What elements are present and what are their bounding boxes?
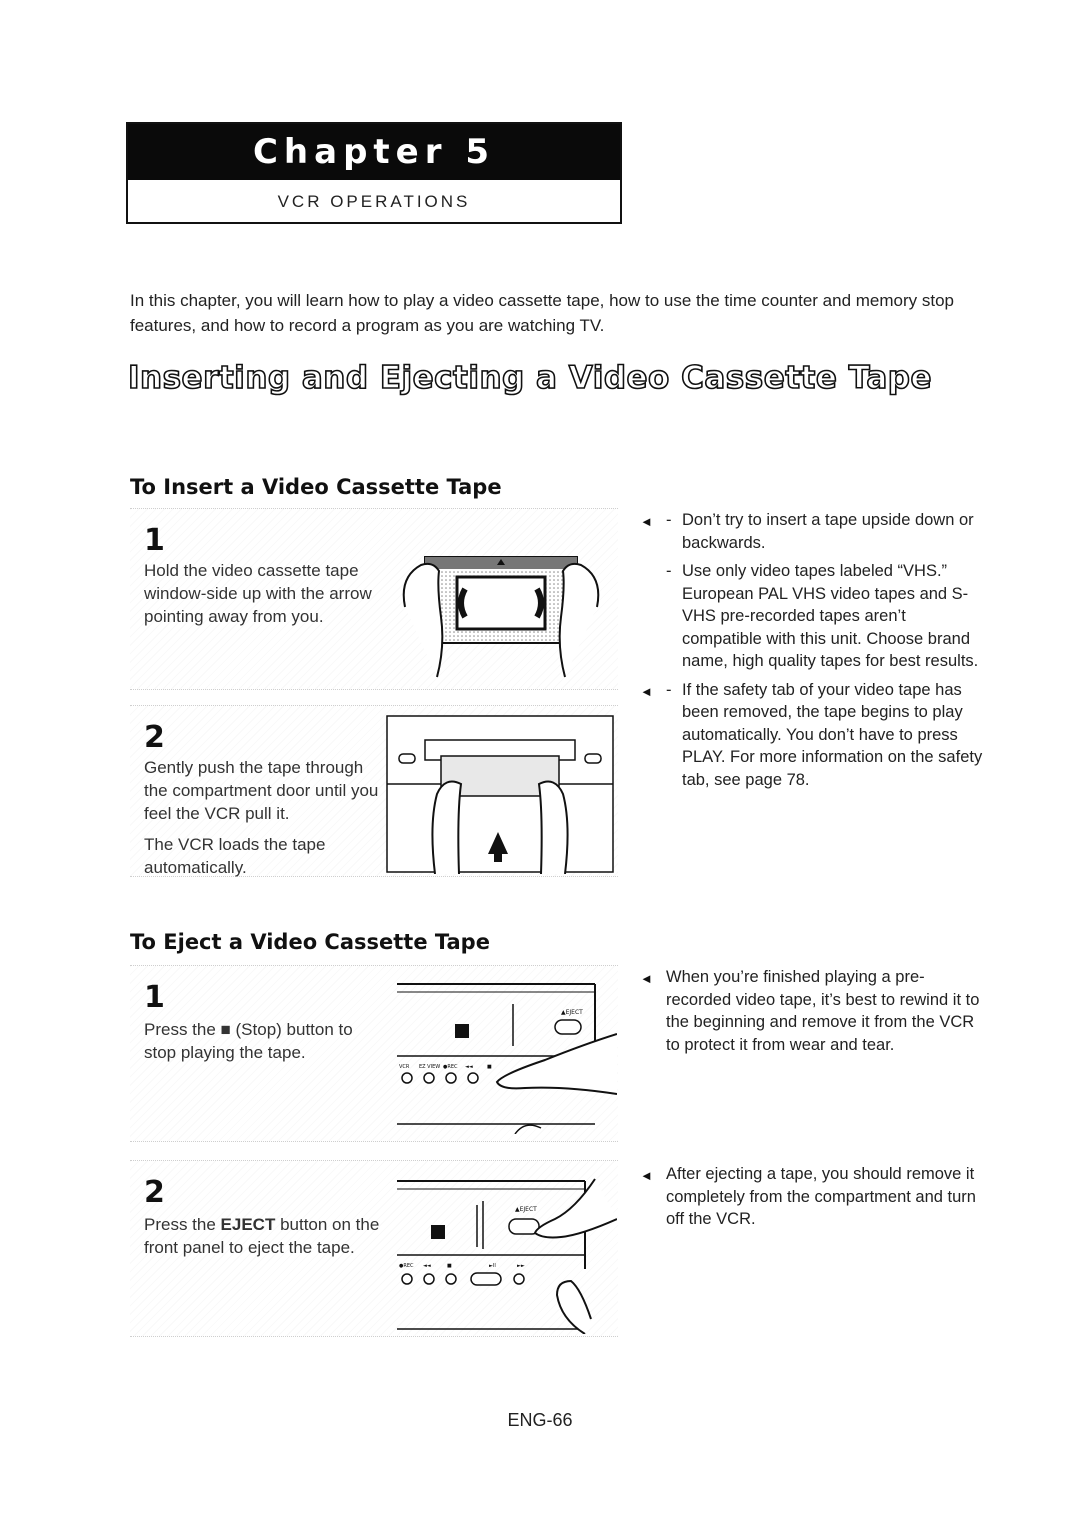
button-label: ►► (517, 1263, 525, 1269)
button-label: ■ (487, 1064, 492, 1070)
note-dash: - (666, 511, 672, 529)
button-label: ◄◄ (423, 1263, 431, 1269)
note-text: After ejecting a tape, you should remove it completely from the compartment and turn off the VCR. (666, 1165, 976, 1228)
note-dash: - (666, 680, 672, 699)
note-text: If the safety tab of your video tape has been removed, the tape begins to play automatically. You don’t have to press PLAY. For more information on the safety tab, see page 78. (682, 680, 983, 789)
chapter-band (128, 124, 620, 180)
button-label: VCR (399, 1064, 410, 1070)
step-text (144, 756, 389, 887)
step-text: Hold the video cassette tape window-side up with the arrow pointing away from you. (144, 561, 372, 626)
note-arrow-icon: ◄ (640, 514, 653, 529)
note-item (640, 560, 985, 673)
button-label: ►II (489, 1263, 496, 1269)
eject-step-2 (130, 1160, 618, 1337)
note-text: Use only video tapes labeled “VHS.” European PAL VHS video tapes and S-VHS pre-recorded tapes aren’t compatible with this unit. Choose brand name, high quality tapes for best results. (682, 562, 979, 670)
step-number: 2 (144, 720, 165, 755)
step-text (144, 1213, 394, 1259)
button-label: ●REC (443, 1064, 458, 1070)
insert-step-2 (130, 705, 618, 877)
note-item (640, 1163, 985, 1231)
step-number: 1 (144, 980, 165, 1015)
insert-heading: To Insert a Video Cassette Tape (130, 475, 502, 499)
note-item (640, 966, 985, 1056)
page-number: ENG-66 (507, 1410, 573, 1430)
button-label: ◄◄ (465, 1064, 473, 1070)
step-number: 2 (144, 1175, 165, 1210)
eject-button-name: EJECT (220, 1215, 276, 1234)
step-text-part: Press the (144, 1215, 221, 1234)
vcr-insert-illustration (385, 714, 615, 874)
button-label: EZ VIEW (419, 1064, 441, 1070)
eject-heading: To Eject a Video Cassette Tape (130, 930, 490, 954)
chapter-header (126, 122, 622, 224)
step-text-line: The VCR loads the tape automatically. (144, 835, 326, 877)
cassette-hands-illustration (385, 547, 615, 687)
intro-paragraph: In this chapter, you will learn how to play a video cassette tape, how to use the time counter and memory stop features, and how to record a program as you are watching TV. (130, 291, 955, 335)
chapter-subtitle: VCR OPERATIONS (277, 192, 471, 211)
eject-label: ▲EJECT (515, 1206, 537, 1213)
note-arrow-icon: ◄ (640, 1168, 653, 1183)
step-text-line: Gently push the tape through the compartment door until you feel the VCR pull it. (144, 758, 379, 823)
eject-note-2 (640, 1163, 985, 1235)
eject-step-1 (130, 965, 618, 1142)
insert-step-1 (130, 508, 618, 690)
step-text: Press the ■ (Stop) button to stop playing the tape. (144, 1020, 353, 1062)
note-arrow-icon: ◄ (640, 683, 653, 699)
button-label: ●REC (399, 1263, 414, 1269)
eject-label: ▲EJECT (561, 1009, 583, 1016)
step-text-part: button on the front panel to eject the tape. (144, 1215, 380, 1257)
note-arrow-icon (640, 560, 666, 673)
vcr-eject-illustration (385, 1169, 617, 1334)
note-dash: - (666, 562, 672, 580)
section-title: Inserting and Ejecting a Video Cassette Tape (128, 360, 932, 396)
vcr-stop-illustration (385, 974, 617, 1134)
eject-note-1 (640, 966, 985, 1060)
step-number: 1 (144, 523, 165, 558)
note-item (640, 679, 985, 792)
note-item (640, 509, 985, 554)
note-arrow-icon: ◄ (640, 971, 653, 986)
note-text: When you’re finished playing a pre-recorded video tape, it’s best to rewind it to the beginning and remove it from the VCR to protect it from wear and tear. (666, 968, 980, 1054)
note-text: Don’t try to insert a tape upside down or backwards. (682, 511, 974, 552)
insert-notes (640, 509, 985, 795)
button-label: ■ (447, 1263, 452, 1269)
chapter-title: Chapter 5 (252, 132, 495, 172)
